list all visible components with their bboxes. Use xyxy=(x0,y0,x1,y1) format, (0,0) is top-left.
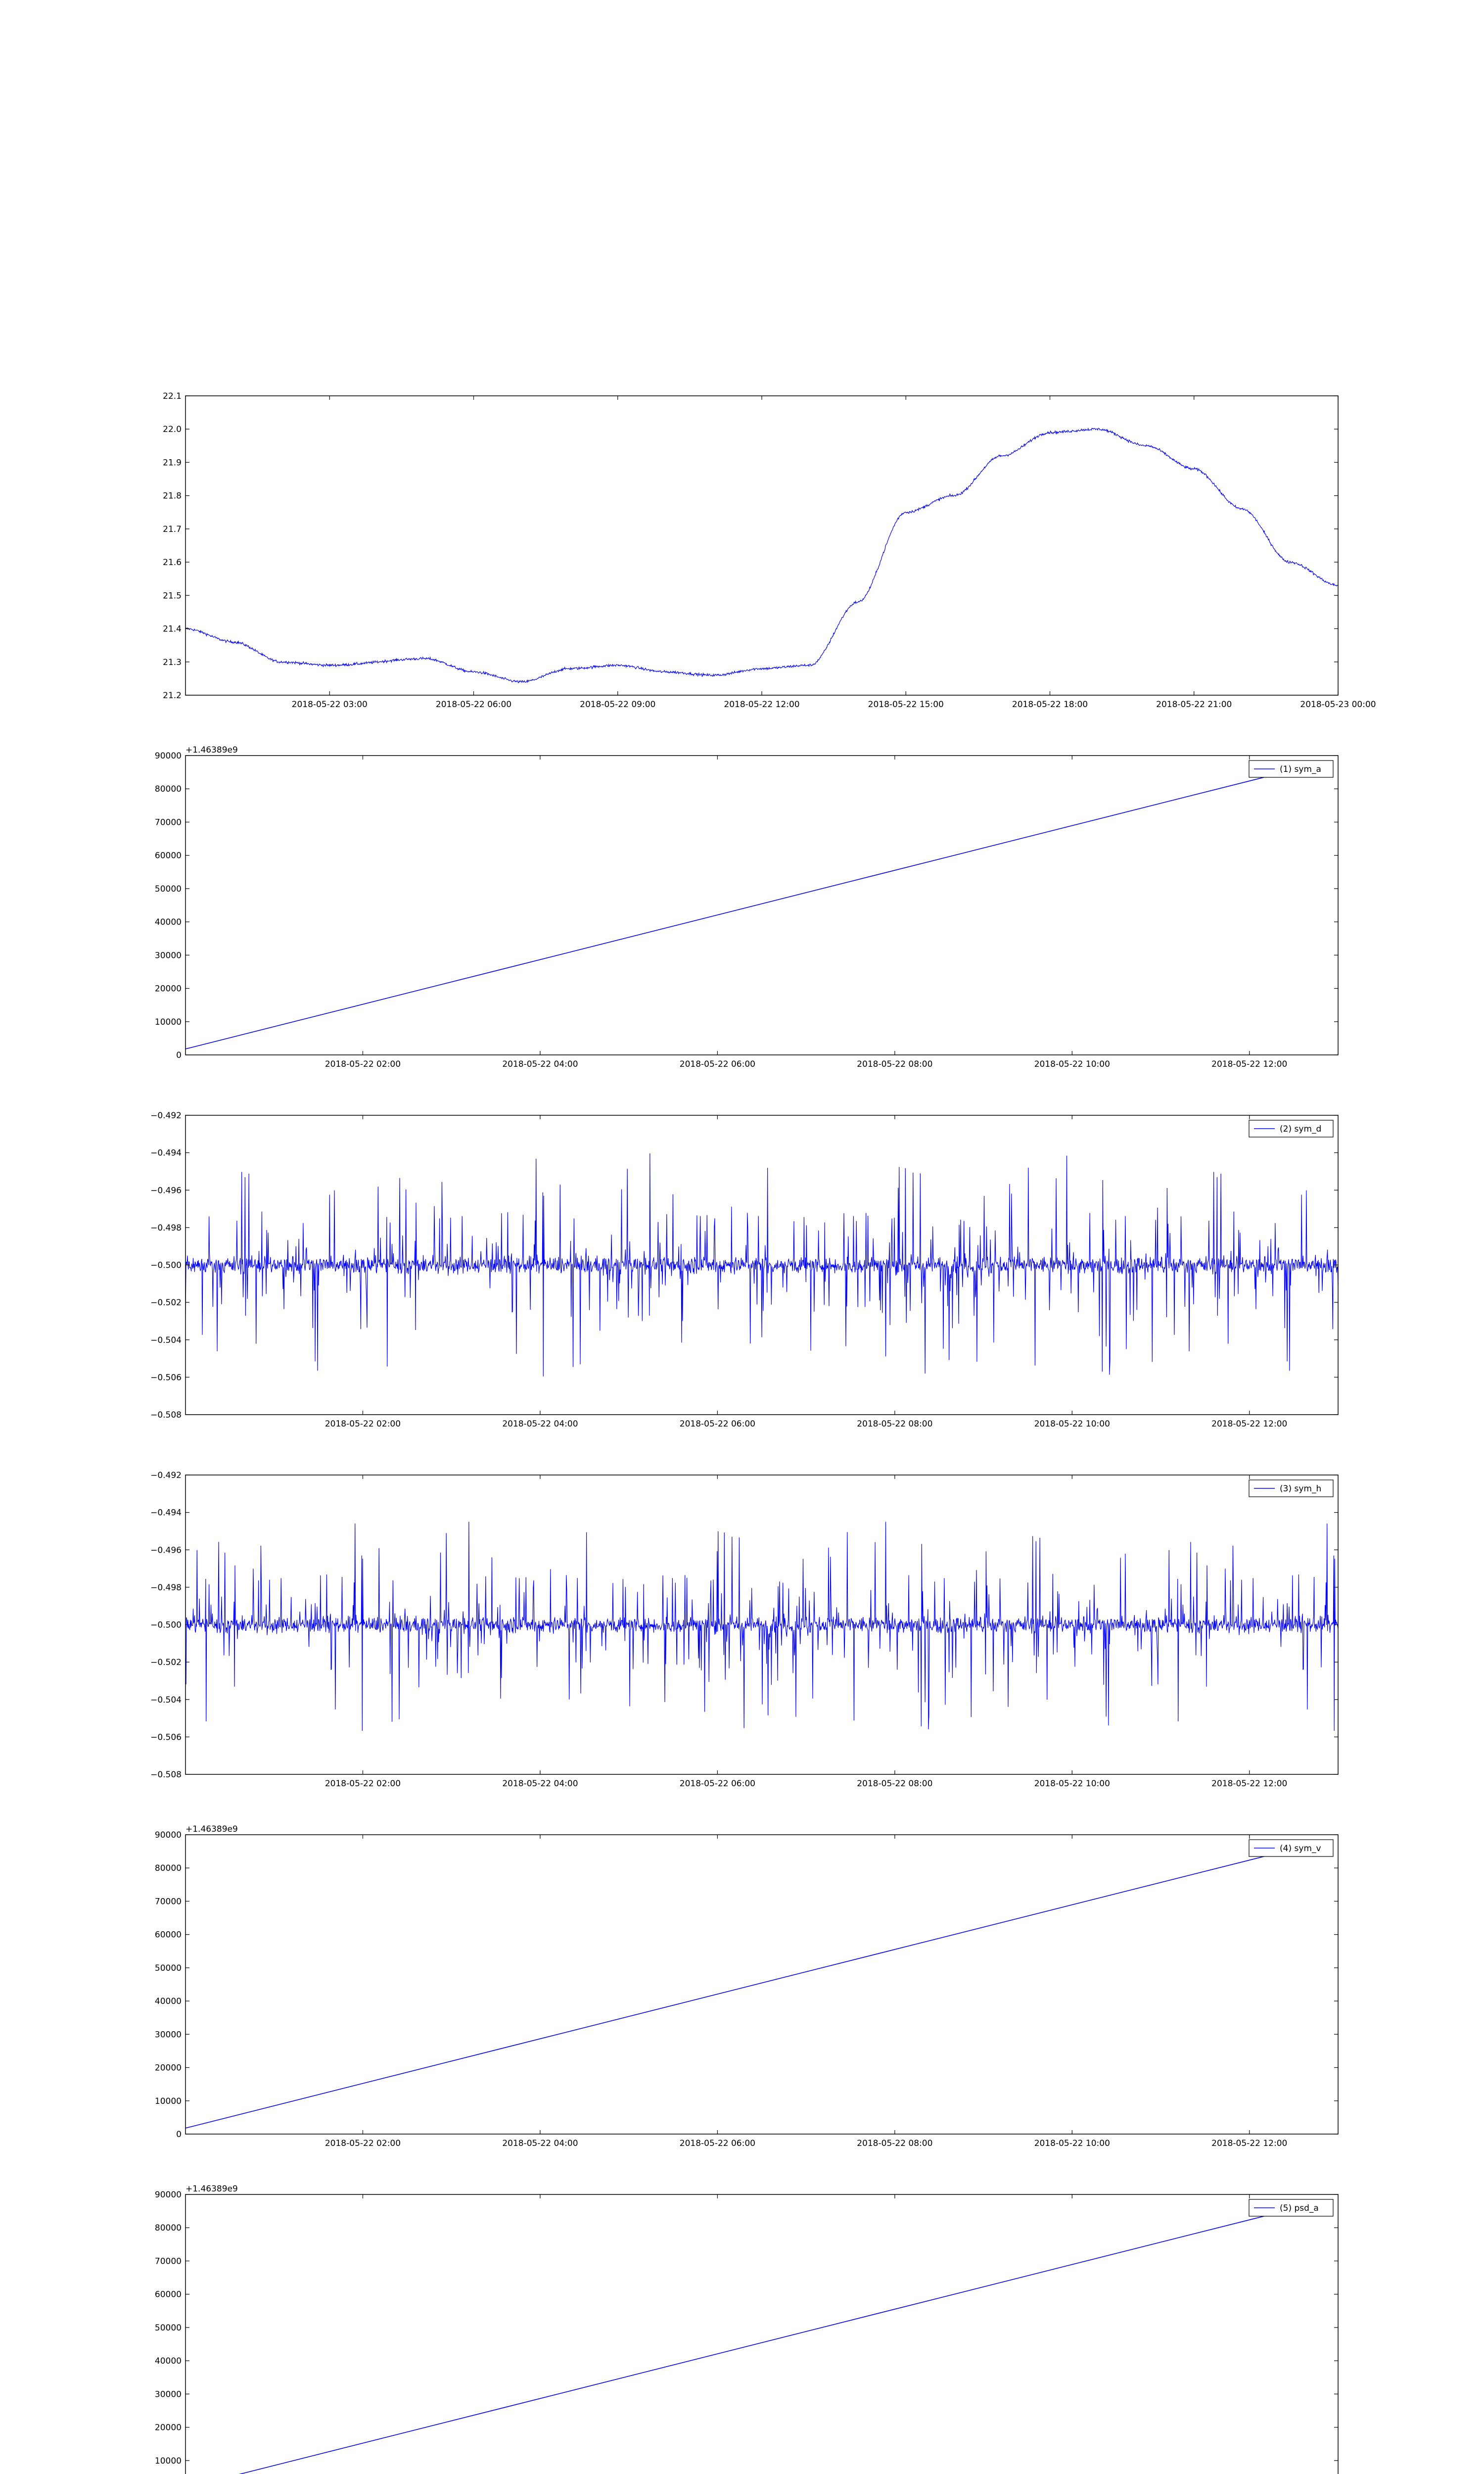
y-tick-label: −0.502 xyxy=(150,1298,182,1308)
series-line-1 xyxy=(186,2212,1279,2474)
y-tick-label: 30000 xyxy=(154,951,182,961)
y-tick-label: −0.504 xyxy=(150,1335,182,1345)
axis-offset-label: +1.46389e9 xyxy=(186,2184,238,2194)
series-line-1 xyxy=(186,1853,1279,2128)
x-tick-label: 2018-05-22 02:00 xyxy=(325,2139,401,2148)
subplot-2 xyxy=(155,745,1338,1069)
series-line-1 xyxy=(186,1153,1338,1377)
x-tick-label: 2018-05-22 02:00 xyxy=(325,1059,401,1069)
x-tick-label: 2018-05-22 12:00 xyxy=(1211,1779,1288,1789)
legend-label: (5) psd_a xyxy=(1280,2203,1319,2213)
y-tick-label: −0.494 xyxy=(150,1148,182,1158)
axis-offset-label: +1.46389e9 xyxy=(186,1824,238,1834)
y-tick-label: −0.492 xyxy=(150,1111,182,1121)
y-tick-label: 70000 xyxy=(154,2256,182,2267)
subplot-3 xyxy=(150,1111,1338,1429)
subplot-6 xyxy=(155,2184,1338,2474)
legend xyxy=(1249,1120,1333,1137)
axes-frame xyxy=(186,756,1338,1055)
x-tick-label: 2018-05-22 10:00 xyxy=(1034,2139,1110,2148)
legend xyxy=(1249,2199,1333,2216)
y-tick-label: 90000 xyxy=(154,751,182,761)
y-tick-label: 70000 xyxy=(154,817,182,828)
y-tick-label: 60000 xyxy=(154,2289,182,2300)
subplot-4 xyxy=(150,1471,1338,1789)
x-tick-label: 2018-05-22 04:00 xyxy=(502,2139,578,2148)
y-tick-label: 90000 xyxy=(154,1830,182,1840)
x-tick-label: 2018-05-22 15:00 xyxy=(868,700,944,710)
y-tick-label: 30000 xyxy=(154,2030,182,2040)
y-tick-label: 22.0 xyxy=(163,425,182,435)
series-line-1 xyxy=(186,1522,1338,1731)
series-line-1 xyxy=(186,773,1279,1049)
y-tick-label: 90000 xyxy=(154,2190,182,2200)
axes-frame xyxy=(186,2194,1338,2474)
y-tick-label: −0.506 xyxy=(150,1373,182,1383)
y-tick-label: 80000 xyxy=(154,1863,182,1874)
y-tick-label: −0.500 xyxy=(150,1260,182,1271)
y-tick-label: 60000 xyxy=(154,1930,182,1940)
x-tick-label: 2018-05-22 08:00 xyxy=(857,1059,933,1069)
y-tick-label: 10000 xyxy=(154,1017,182,1027)
legend-label: (4) sym_v xyxy=(1280,1844,1321,1854)
y-tick-label: 40000 xyxy=(154,917,182,928)
y-tick-label: −0.494 xyxy=(150,1508,182,1518)
x-tick-label: 2018-05-22 12:00 xyxy=(724,700,800,710)
y-tick-label: 21.2 xyxy=(163,691,182,701)
legend xyxy=(1249,1480,1333,1497)
y-tick-label: −0.506 xyxy=(150,1732,182,1743)
y-tick-label: −0.500 xyxy=(150,1620,182,1630)
x-tick-label: 2018-05-22 10:00 xyxy=(1034,1779,1110,1789)
subplot-5 xyxy=(155,1824,1338,2148)
x-tick-label: 2018-05-22 06:00 xyxy=(679,1059,755,1069)
y-tick-label: −0.498 xyxy=(150,1582,182,1593)
y-tick-label: 60000 xyxy=(154,851,182,861)
y-tick-label: 50000 xyxy=(154,1963,182,1973)
x-tick-label: 2018-05-22 04:00 xyxy=(502,1419,578,1429)
x-tick-label: 2018-05-22 06:00 xyxy=(435,700,512,710)
y-tick-label: 50000 xyxy=(154,884,182,894)
x-tick-label: 2018-05-22 04:00 xyxy=(502,1059,578,1069)
y-tick-label: 21.5 xyxy=(163,591,182,601)
x-tick-label: 2018-05-22 02:00 xyxy=(325,1419,401,1429)
legend-label: (1) sym_a xyxy=(1280,764,1321,774)
y-tick-label: −0.496 xyxy=(150,1545,182,1556)
y-tick-label: −0.508 xyxy=(150,1770,182,1780)
legend xyxy=(1249,1840,1333,1856)
x-tick-label: 2018-05-22 10:00 xyxy=(1034,1419,1110,1429)
axis-offset-label: +1.46389e9 xyxy=(186,745,238,755)
y-tick-label: 21.8 xyxy=(163,491,182,501)
y-tick-label: 40000 xyxy=(154,1997,182,2007)
y-tick-label: 20000 xyxy=(154,984,182,994)
y-tick-label: 21.9 xyxy=(163,458,182,468)
y-tick-label: 10000 xyxy=(154,2456,182,2466)
x-tick-label: 2018-05-22 12:00 xyxy=(1211,2139,1288,2148)
y-tick-label: 21.7 xyxy=(163,524,182,534)
y-tick-label: −0.498 xyxy=(150,1223,182,1233)
y-tick-label: 0 xyxy=(176,1050,182,1060)
y-tick-label: 21.3 xyxy=(163,657,182,667)
y-tick-label: 0 xyxy=(176,2130,182,2140)
y-tick-label: 50000 xyxy=(154,2323,182,2333)
y-tick-label: 80000 xyxy=(154,784,182,795)
subplot-1 xyxy=(163,391,1376,710)
y-tick-label: 20000 xyxy=(154,2423,182,2433)
x-tick-label: 2018-05-22 06:00 xyxy=(679,1779,755,1789)
x-tick-label: 2018-05-22 18:00 xyxy=(1012,700,1088,710)
y-tick-label: 70000 xyxy=(154,1897,182,1907)
x-tick-label: 2018-05-22 06:00 xyxy=(679,2139,755,2148)
x-tick-label: 2018-05-22 09:00 xyxy=(580,700,656,710)
x-tick-label: 2018-05-22 10:00 xyxy=(1034,1059,1110,1069)
x-tick-label: 2018-05-22 06:00 xyxy=(679,1419,755,1429)
y-tick-label: −0.504 xyxy=(150,1695,182,1705)
x-tick-label: 2018-05-22 12:00 xyxy=(1211,1059,1288,1069)
y-tick-label: 21.4 xyxy=(163,624,182,634)
series-line-1 xyxy=(186,428,1338,683)
y-tick-label: 30000 xyxy=(154,2389,182,2400)
x-tick-label: 2018-05-22 08:00 xyxy=(857,1779,933,1789)
y-tick-label: 20000 xyxy=(154,2063,182,2073)
axes-frame xyxy=(186,1835,1338,2134)
y-tick-label: −0.496 xyxy=(150,1186,182,1196)
x-tick-label: 2018-05-22 04:00 xyxy=(502,1779,578,1789)
x-tick-label: 2018-05-22 03:00 xyxy=(291,700,368,710)
legend-label: (3) sym_h xyxy=(1280,1484,1322,1494)
x-tick-label: 2018-05-23 00:00 xyxy=(1300,700,1376,710)
legend xyxy=(1249,761,1333,777)
x-tick-label: 2018-05-22 08:00 xyxy=(857,2139,933,2148)
legend-label: (2) sym_d xyxy=(1280,1124,1322,1134)
y-tick-label: 40000 xyxy=(154,2356,182,2367)
y-tick-label: 10000 xyxy=(154,2096,182,2106)
axes-frame xyxy=(186,396,1338,695)
x-tick-label: 2018-05-22 02:00 xyxy=(325,1779,401,1789)
x-tick-label: 2018-05-22 08:00 xyxy=(857,1419,933,1429)
x-tick-label: 2018-05-22 12:00 xyxy=(1211,1419,1288,1429)
y-tick-label: 21.6 xyxy=(163,558,182,568)
y-tick-label: −0.492 xyxy=(150,1471,182,1480)
x-tick-label: 2018-05-22 21:00 xyxy=(1156,700,1232,710)
y-tick-label: −0.508 xyxy=(150,1410,182,1420)
y-tick-label: −0.502 xyxy=(150,1658,182,1668)
y-tick-label: 80000 xyxy=(154,2223,182,2234)
y-tick-label: 22.1 xyxy=(163,391,182,401)
